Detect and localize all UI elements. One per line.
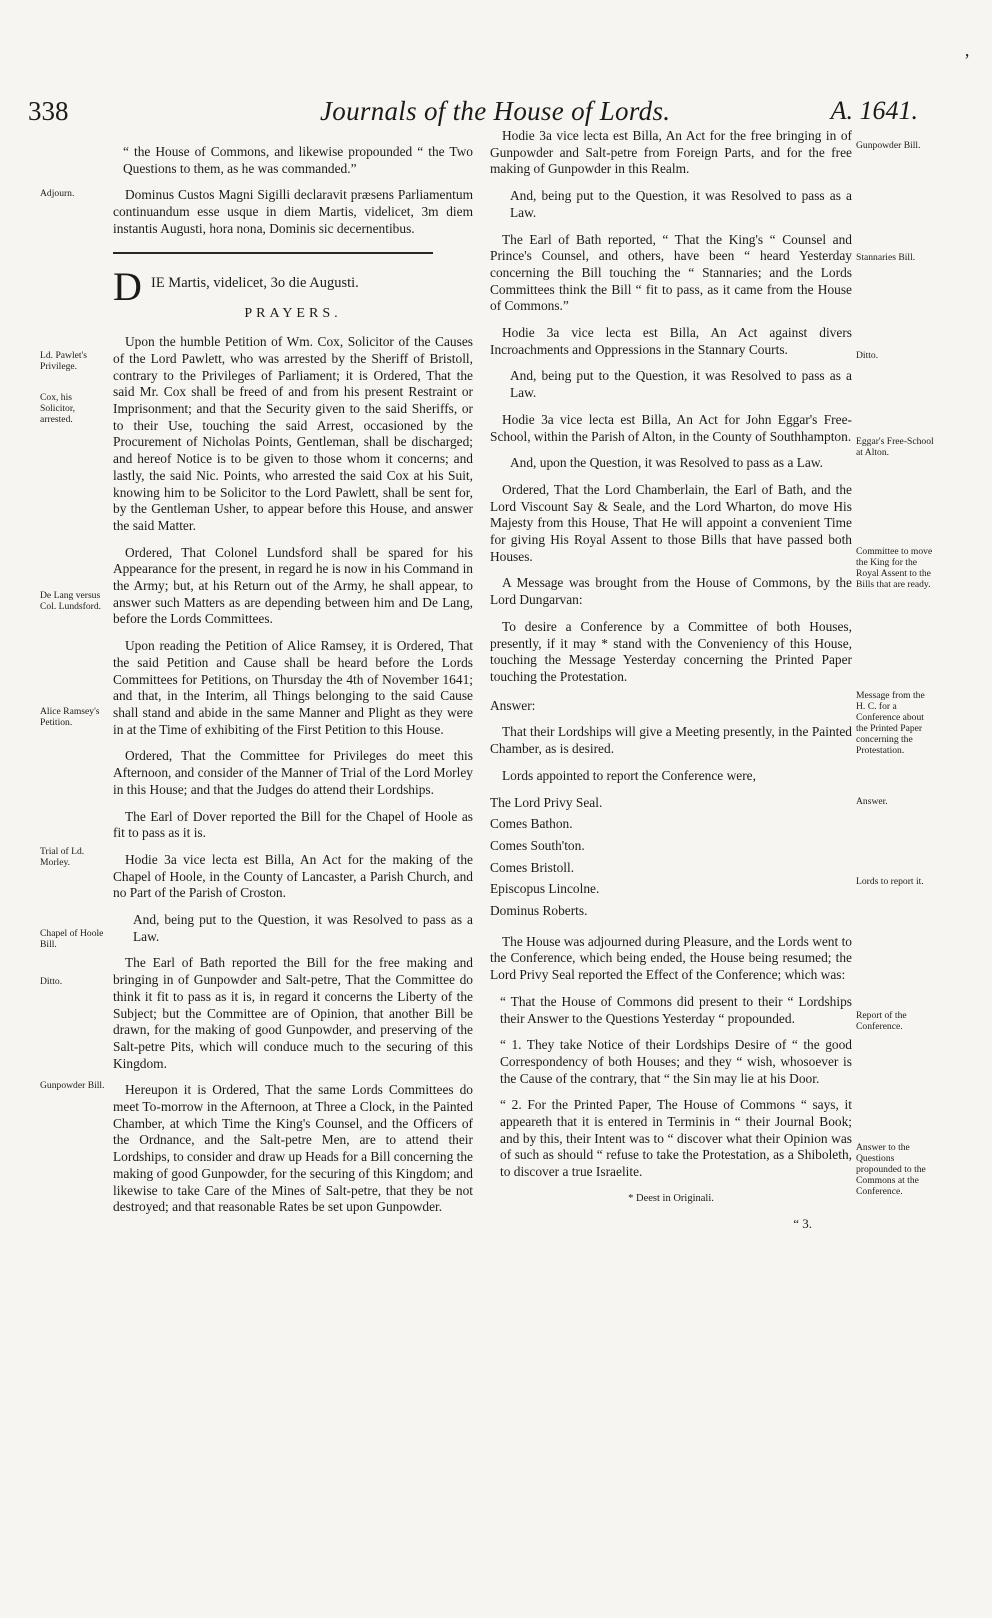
day-heading [113,263,473,309]
resolution: And, being put to the Question, it was Resolved to pass as a Law. [133,912,473,944]
list-item: Comes South'ton. [490,837,585,853]
paragraph: Hereupon it is Ordered, That the same Lords Committees do meet To-morrow in the Afternoon, at Three a Clock, in the Painted Chamber, at which Time the King's Counsel, and the Officers of the Ordnance, and the Salt-petre Men, are to attend their Lordships, to consider and draw up Heads for a Bill concerning the making of good Gunpowder, for the securing of this Kingdom; and likewise to take Care of the Mines of Salt-petre, that they be not destroyed; and that reasonable Rates be set upon Gunpowder. [113,1082,473,1215]
margin-note-stannaries: Stannaries Bill. [856,252,916,263]
paragraph: Hodie 3a vice lecta est Billa, An Act for the free bringing in of Gunpowder and Salt-petre from Foreign Parts, and for the free making of Gunpowder in this Realm. [490,128,852,177]
paragraph: A Message was brought from the House of Commons, by the Lord Dungarvan: [490,575,852,608]
margin-note-ditto-right: Ditto. [856,350,879,361]
page-header [28,96,918,132]
section-divider [113,252,433,254]
page-number: 338 [28,96,69,126]
drop-cap: D [113,263,142,309]
list-item: Comes Bristoll. [490,859,575,875]
quoted-paragraph: “ 2. For the Printed Paper, The House of Commons “ says, it appeareth that it is entered in Terminis in “ their Journal Book; and by this, their Intent was to “ discover what their Opinion was of such as should “ refuse to take the Protestation, as a Shiboleth, to discover a true Israelite. [500,1097,852,1180]
list-item: Episcopus Lincolne. [490,881,600,897]
margin-note-pawlett-privilege: Ld. Pawlet's Privilege. [40,350,88,372]
answer-label: Answer: [490,697,536,713]
quoted-paragraph: “ That the House of Commons did present to their “ Lordships their Answer to the Questions Yesterday “ propounded. [500,993,852,1026]
margin-note-adjourn: Adjourn. [40,188,75,199]
margin-note-message: Message from the H. C. for a Conference about the Printed Paper concerning the Protestation. [856,690,925,756]
paragraph: Hodie 3a vice lecta est Billa, An Act for John Eggar's Free-School, within the Parish of Alton, in the County of Southhampton. [490,411,852,444]
paragraph: Hodie 3a vice lecta est Billa, An Act against divers Incroachments and Oppressions in the Stannary Courts. [490,325,852,357]
corner-mark: ’ [964,50,970,70]
list-item: Dominus Roberts. [490,903,588,919]
margin-note-lords-report: Lords to report it. [856,876,924,887]
margin-note-answer: Answer. [856,796,888,807]
paragraph: Ordered, That Colonel Lundsford shall be spared for his Appearance for the present, in regard he is now in his Command in the Army; but, at his Return out of the Army, he shall appear, to answer such Matters as are depending between him and De Lang, before the Lords Committees. [113,544,473,627]
paragraph: The Earl of Bath reported the Bill for the free making and bringing in of Gunpowder and Salt-petre, That the Committee do think it fit to pass as it is, in regard it concerns the Liberty of the Subject; but the Committee are of Opinion, that another Bill be drawn, for the making of good Gunpowder, and preserving of the Salt-petre Pits, which will conduce much to the securing of this Kingdom. [113,955,473,1071]
margin-note-gunpowder-bill: Gunpowder Bill. [856,140,921,151]
left-column [113,144,473,1226]
prayers-heading: PRAYERS. [244,305,342,321]
header-year: A. 1641. [830,96,918,125]
margin-note-gunpowder: Gunpowder Bill. [40,1080,105,1091]
margin-note-report: Report of the Conference. [856,1010,907,1032]
lords-list [490,795,852,920]
catchword: “ 3. [793,1215,812,1231]
paragraph: Upon the humble Petition of Wm. Cox, Solicitor of the Causes of the Lord Pawlett, who was arrested by the Sheriff of Bristoll, contrary to the Privileges of Parliament; it is Ordered, That the said Mr. Cox shall be freed of and from his present Restraint or Imprisonment; and that the Security given to the said Sheriffs, or to their Use, touching the said Arrest, occasioned by the Procurement of Nicholas Points, Gentleman, shall be discharged; and hereof Notice is to be given to those whom it concerns; and lastly, the said Nic. Points, who arrested the said Cox at his Suit, knowing him to be Solicitor to the Lord Pawlett, shall be sent for, by the Gentleman Usher, to appear before this House, and answer the said Matter. [113,334,473,533]
margin-note-ramsey: Alice Ramsey's Petition. [40,706,100,728]
paragraph: Dominus Custos Magni Sigilli declaravit præsens Parliamentum continuandum esse usque in diem Martis, videlicet, 3m diem instantis Augusti, hora nona, Dominis sic decernentibus. [113,187,473,236]
resolution: And, being put to the Question, it was Resolved to pass as a Law. [510,368,852,401]
margin-note-ditto: Ditto. [40,976,63,987]
right-column [490,128,852,1232]
paragraph: Ordered, That the Committee for Privileges do meet this Afternoon, and consider of the Manner of Trial of the Lord Morley in this House; and that the Judges do attend their Lordships. [113,748,473,797]
margin-note-committee: Committee to move the King for the Royal Assent to the Bills that are ready. [856,546,933,590]
margin-note-answer-questions: Answer to the Questions propounded to the Commons at the Conference. [856,1142,926,1197]
quoted-paragraph: “ 1. They take Notice of their Lordships Desire of “ the good Correspondency of both Houses; and they “ wish, whosoever is the Cause of the contrary, that “ the Sin may lie at his Door. [500,1037,852,1086]
paragraph: “ the House of Commons, and likewise propounded “ the Two Questions to them, as he was commanded.” [123,144,473,176]
paragraph: The House was adjourned during Pleasure, and the Lords went to the Conference, which being ended, the House being resumed; the Lord Privy Seal reported the Effect of the Conference; which was: [490,933,852,983]
margin-note-de-lang: De Lang versus Col. Lundsford. [40,590,102,612]
day-heading-text: IE Martis, videlicet, 3o die Augusti. [151,274,359,291]
margin-note-chapel: Chapel of Hoole Bill. [40,928,104,950]
paragraph: Upon reading the Petition of Alice Ramsey, it is Ordered, That the said Petition and Cause shall be heard before the Lords Committees for Petitions, on Thursday the 4th of November 1641; and that, in the Interim, all Things belonging to the said Cause shall stand and abide in the same Manner and Plight as they were in at the Time of exhibiting of the First Petition to this House. [113,638,473,737]
paragraph: That their Lordships will give a Meeting presently, in the Painted Chamber, as is desired. [490,724,852,757]
paragraph: The Earl of Bath reported, “ That the King's “ Counsel and Prince's Counsel, and others, have been “ heard Yesterday concerning the Bill touching the “ Stannaries; and the Lords Committees think the Bill “ fit to pass, as it came from the House of Commons.” [490,231,852,314]
paragraph: Ordered, That the Lord Chamberlain, the Earl of Bath, and the Lord Viscount Say & Seale, and the Lord Wharton, do move His Majesty from this House, That He will appoint a convenient Time for giving His Royal Assent to those Bills that have passed both Houses. [490,481,852,564]
running-title: Journals of the House of Lords. [320,96,671,126]
paragraph: The Earl of Dover reported the Bill for the Chapel of Hoole as fit to pass as it is. [113,808,473,841]
list-item: The Lord Privy Seal. [490,794,603,810]
margin-note-morley: Trial of Ld. Morley. [40,846,85,868]
paragraph: Lords appointed to report the Conference were, [502,767,756,783]
footnote: * Deest in Originali. [628,1192,714,1204]
paragraph: To desire a Conference by a Committee of both Houses, presently, if it may * stand with the Conveniency of this House, touching the Message Yesterday concerning the Printed Paper touching the Protestation. [490,618,852,684]
margin-note-cox-arrested: Cox, his Solicitor, arrested. [40,392,76,425]
resolution: And, upon the Question, it was Resolved to pass as a Law. [510,455,824,471]
resolution: And, being put to the Question, it was Resolved to pass as a Law. [510,188,852,220]
list-item: Comes Bathon. [490,816,573,832]
paragraph: Hodie 3a vice lecta est Billa, An Act for the making of the Chapel of Hoole, in the County of Lancaster, a Parish Church, and no Part of the Parish of Croston. [113,851,473,901]
margin-note-eggar: Eggar's Free-School at Alton. [856,436,934,458]
